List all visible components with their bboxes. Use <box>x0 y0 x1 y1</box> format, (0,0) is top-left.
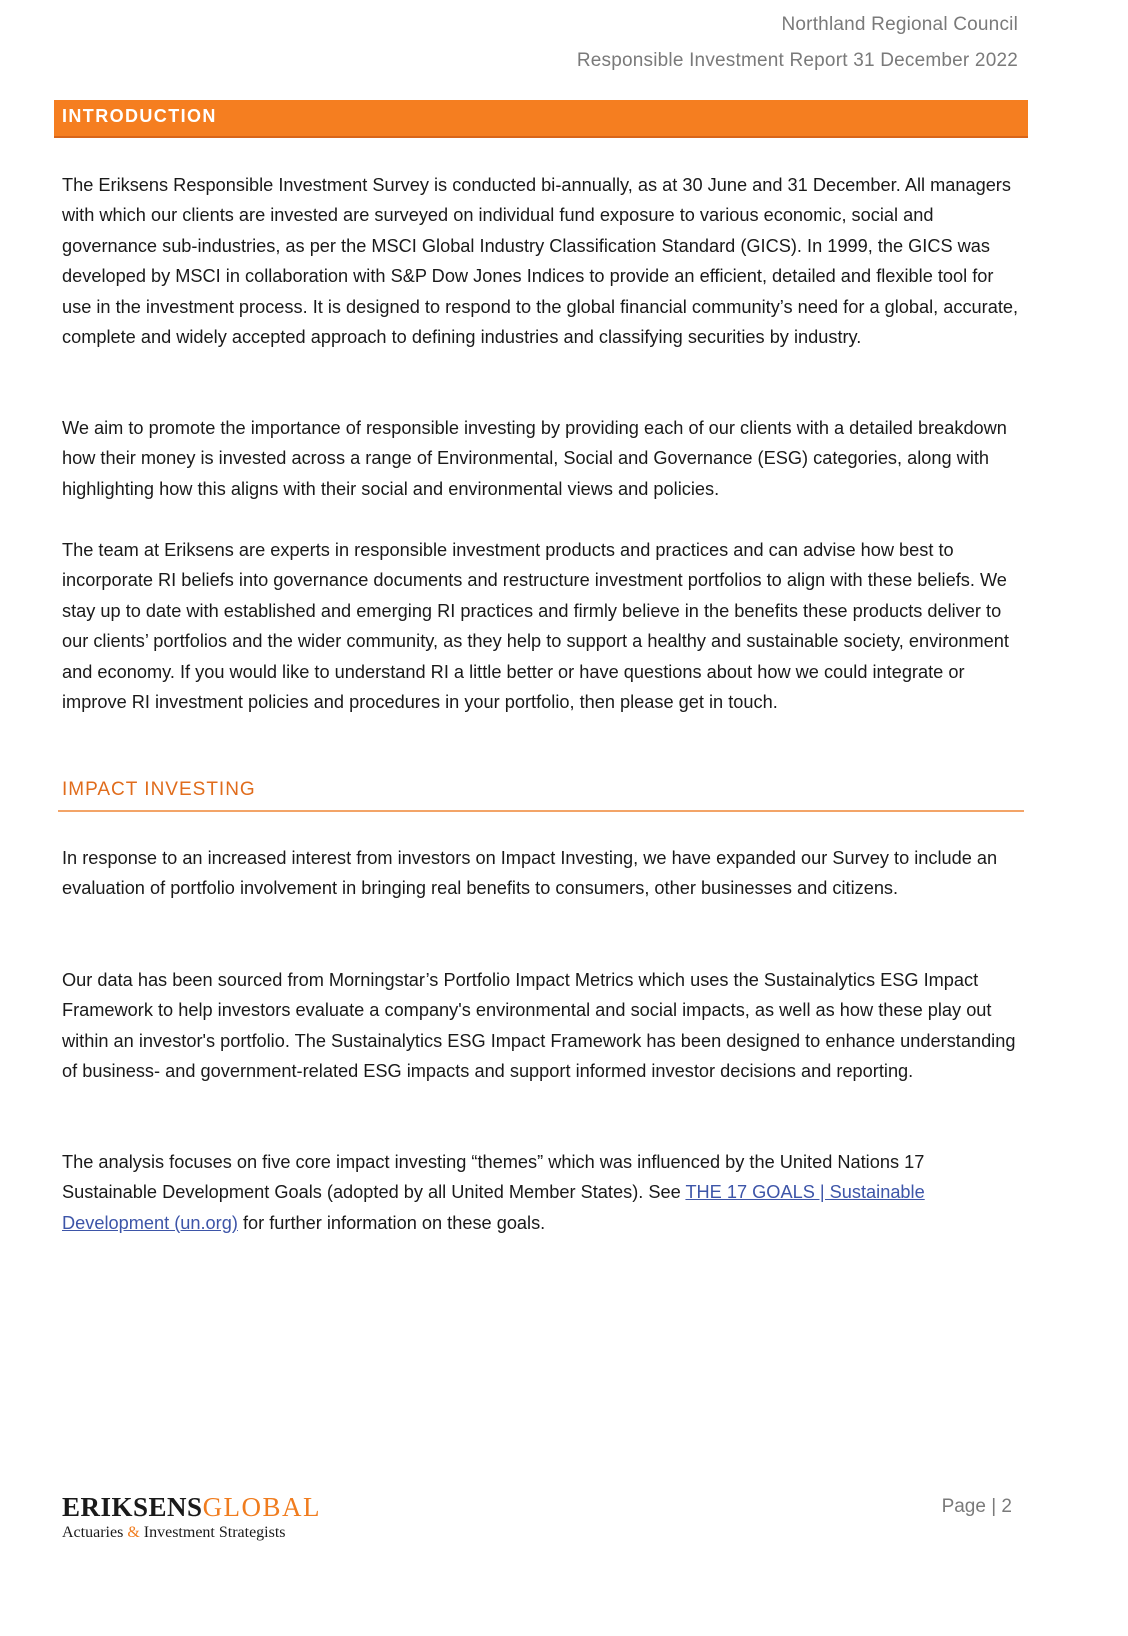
logo-wordmark-eriksens: ERIKSENS <box>62 1492 203 1522</box>
intro-paragraph-2: We aim to promote the importance of responsible investing by providing each of our clients with a detailed breakdown how their money is invested across a range of Environmental, Social and Governance (ESG) categories, along with highlighting how this aligns with their social and environmental views and policies. <box>62 418 1007 499</box>
logo-tagline <box>62 1524 321 1542</box>
logo-wordmark-global: GLOBAL <box>202 1492 322 1522</box>
eriksens-global-logo <box>62 1492 321 1542</box>
section-divider <box>58 810 1024 812</box>
logo-tagline-strategists: Investment Strategists <box>139 1524 286 1541</box>
header-organisation: Northland Regional Council <box>781 14 1018 35</box>
impact-paragraph-3-tail: for further information on these goals. <box>237 1212 546 1233</box>
impact-paragraph-2: Our data has been sourced from Morningstar’s Portfolio Impact Metrics which uses the Sustainalytics ESG Impact Framework to help investors evaluate a company's environmental and social impacts, as well as how these play out within an investor's portfolio. The Sustainalytics ESG Impact Framework has been designed to enhance understanding of business- and government-related ESG impacts and support informed investor decisions and reporting. <box>62 970 1016 1082</box>
introduction-heading-bar <box>54 100 1028 136</box>
un-sdg-link[interactable]: THE 17 GOALS | Sustainable Development (un.org) <box>62 1182 925 1233</box>
introduction-heading: INTRODUCTION <box>62 106 217 126</box>
impact-paragraph-3 <box>62 1147 1022 1238</box>
impact-investing-heading: IMPACT INVESTING <box>62 779 256 800</box>
page-number: Page | 2 <box>941 1496 1012 1517</box>
logo-wordmark <box>62 1492 321 1522</box>
logo-tagline-actuaries: Actuaries <box>62 1524 128 1541</box>
impact-paragraph-3-text: The analysis focuses on five core impact investing “themes” which was influenced by the United Nations 17 Sustainable Development Goals (adopted by all United Member States). See <box>62 1152 925 1203</box>
header-report-title: Responsible Investment Report 31 December 2022 <box>576 50 1018 71</box>
impact-paragraph-1: In response to an increased interest from investors on Impact Investing, we have expanded our Survey to include an evaluation of portfolio involvement in bringing real benefits to consumers, other businesses and citizens. <box>62 848 998 899</box>
logo-tagline-ampersand: & <box>127 1524 140 1541</box>
intro-paragraph-3: The team at Eriksens are experts in responsible investment products and practices and can advise how best to incorporate RI beliefs into governance documents and restructure investment portfolios to align with these beliefs. We stay up to date with established and emerging RI practices and firmly believe in the benefits these products deliver to our clients’ portfolios and the wider community, as they help to support a healthy and sustainable society, environment and economy. If you would like to understand RI a little better or have questions about how we could integrate or improve RI investment policies and procedures in your portfolio, then please get in touch. <box>62 540 1009 713</box>
intro-paragraph-1: The Eriksens Responsible Investment Survey is conducted bi-annually, as at 30 June and 31 December. All managers with which our clients are invested are surveyed on individual fund exposure to various economic, social and governance sub-industries, as per the MSCI Global Industry Classification Standard (GICS). In 1999, the GICS was developed by MSCI in collaboration with S&P Dow Jones Indices to provide an efficient, detailed and flexible tool for use in the investment process. It is designed to respond to the global financial community’s need for a global, accurate, complete and widely accepted approach to defining industries and classifying securities by industry. <box>62 175 1019 348</box>
